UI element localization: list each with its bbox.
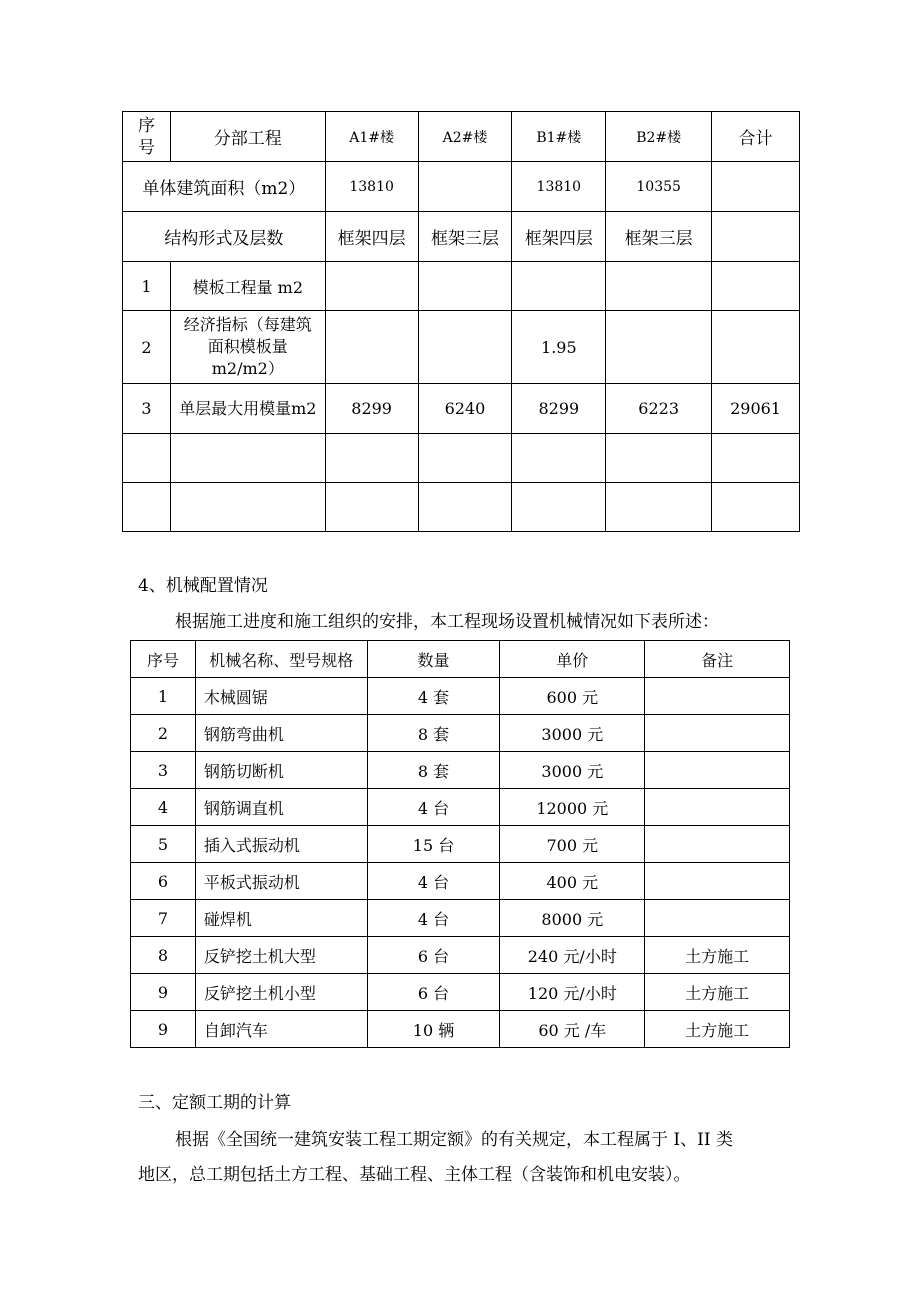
table-row [131,752,790,789]
table-row [131,715,790,752]
table-cell: 6223 [606,384,712,434]
table-row [131,974,790,1011]
paragraph-line: 根据《全国统一建筑安装工程工期定额》的有关规定，本工程属于 I、II 类 [175,1130,733,1150]
table-cell [712,311,800,384]
table-cell [712,483,800,532]
quantity: 15 台 [367,826,500,863]
quantity: 6 台 [367,937,500,974]
row-name: 单层最大用模量m2 [170,384,325,434]
table-cell [418,162,512,212]
unit-price: 12000 元 [500,789,645,826]
quantity: 4 台 [367,789,500,826]
table-row [131,826,790,863]
table-row [123,262,800,311]
table-cell: 13810 [512,162,606,212]
table-cell [418,434,512,483]
row-label: 单体建筑面积（m2） [123,162,326,212]
section-heading: 三、定额工期的计算 [138,1093,291,1113]
quantity: 10 辆 [367,1011,500,1048]
row-name: 经济指标（每建筑面积模板量m2/m2） [170,311,325,384]
remark [645,826,790,863]
header-cell: 数量 [367,641,500,678]
table-cell: 29061 [712,384,800,434]
header-cell: A1#楼 [325,112,418,162]
row-number: 1 [123,262,171,311]
table-cell [712,162,800,212]
row-number [123,434,171,483]
formwork-table [122,111,800,532]
machine-name: 木械圆锯 [195,678,367,715]
row-name [170,483,325,532]
table-cell [606,262,712,311]
table-header-row [123,112,800,162]
remark [645,789,790,826]
quantity: 4 台 [367,900,500,937]
row-name [170,434,325,483]
header-cell: 序号 [123,112,171,162]
table-cell: 框架四层 [325,212,418,262]
row-number: 9 [131,974,196,1011]
table-cell [512,262,606,311]
row-number: 3 [131,752,196,789]
table-row [131,863,790,900]
row-number: 2 [131,715,196,752]
machine-name: 钢筋切断机 [195,752,367,789]
table-cell [606,483,712,532]
table-cell: 6240 [418,384,512,434]
table-cell: 13810 [325,162,418,212]
remark: 土方施工 [645,1011,790,1048]
paragraph: 根据施工进度和施工组织的安排，本工程现场设置机械情况如下表所述： [175,612,719,632]
machine-name: 碰焊机 [195,900,367,937]
table-cell [606,434,712,483]
row-number: 3 [123,384,171,434]
table-cell [325,434,418,483]
table-row [131,900,790,937]
quantity: 4 台 [367,863,500,900]
table-row [123,162,800,212]
row-number: 1 [131,678,196,715]
machine-name: 反铲挖土机小型 [195,974,367,1011]
row-number: 5 [131,826,196,863]
table-cell [606,311,712,384]
table-cell [325,483,418,532]
machine-name: 自卸汽车 [195,1011,367,1048]
table-cell [418,483,512,532]
machinery-table [130,640,790,1048]
table-row [131,678,790,715]
table-row [123,384,800,434]
header-cell: B2#楼 [606,112,712,162]
table-row [131,937,790,974]
remark [645,678,790,715]
row-number: 4 [131,789,196,826]
unit-price: 600 元 [500,678,645,715]
row-number: 2 [123,311,171,384]
machine-name: 插入式振动机 [195,826,367,863]
quantity: 6 台 [367,974,500,1011]
unit-price: 700 元 [500,826,645,863]
machine-name: 平板式振动机 [195,863,367,900]
header-cell: 机械名称、型号规格 [195,641,367,678]
header-cell: B1#楼 [512,112,606,162]
quantity: 8 套 [367,752,500,789]
remark: 土方施工 [645,937,790,974]
header-cell: 合计 [712,112,800,162]
row-number: 8 [131,937,196,974]
table-cell [712,434,800,483]
unit-price: 8000 元 [500,900,645,937]
row-number [123,483,171,532]
remark [645,752,790,789]
unit-price: 60 元 /车 [500,1011,645,1048]
table-cell [325,262,418,311]
table-cell: 框架三层 [418,212,512,262]
remark [645,715,790,752]
table-cell [712,262,800,311]
table-cell: 框架四层 [512,212,606,262]
table-row [123,434,800,483]
table-row [131,789,790,826]
table-row [123,311,800,384]
table-cell [712,212,800,262]
table-cell: 10355 [606,162,712,212]
remark: 土方施工 [645,974,790,1011]
table-cell: 8299 [512,384,606,434]
quantity: 4 套 [367,678,500,715]
machine-name: 钢筋弯曲机 [195,715,367,752]
row-number: 6 [131,863,196,900]
unit-price: 3000 元 [500,715,645,752]
table-cell: 1.95 [512,311,606,384]
remark [645,900,790,937]
row-number: 7 [131,900,196,937]
remark [645,863,790,900]
table-row [123,212,800,262]
table-cell [418,311,512,384]
header-cell: A2#楼 [418,112,512,162]
quantity: 8 套 [367,715,500,752]
table-cell: 8299 [325,384,418,434]
paragraph-line: 地区，总工期包括土方工程、基础工程、主体工程（含装饰和机电安装）。 [138,1165,691,1185]
unit-price: 400 元 [500,863,645,900]
row-name: 模板工程量 m2 [170,262,325,311]
table-header-row [131,641,790,678]
table-cell [512,434,606,483]
machine-name: 反铲挖土机大型 [195,937,367,974]
row-label: 结构形式及层数 [123,212,326,262]
row-number: 9 [131,1011,196,1048]
header-cell: 备注 [645,641,790,678]
header-cell: 单价 [500,641,645,678]
table-cell [325,311,418,384]
table-cell [418,262,512,311]
table-cell [512,483,606,532]
table-cell: 框架三层 [606,212,712,262]
header-cell: 分部工程 [170,112,325,162]
table-row [123,483,800,532]
unit-price: 3000 元 [500,752,645,789]
section-heading: 4、机械配置情况 [138,576,268,596]
unit-price: 240 元/小时 [500,937,645,974]
unit-price: 120 元/小时 [500,974,645,1011]
table-row [131,1011,790,1048]
header-cell: 序号 [131,641,196,678]
machine-name: 钢筋调直机 [195,789,367,826]
